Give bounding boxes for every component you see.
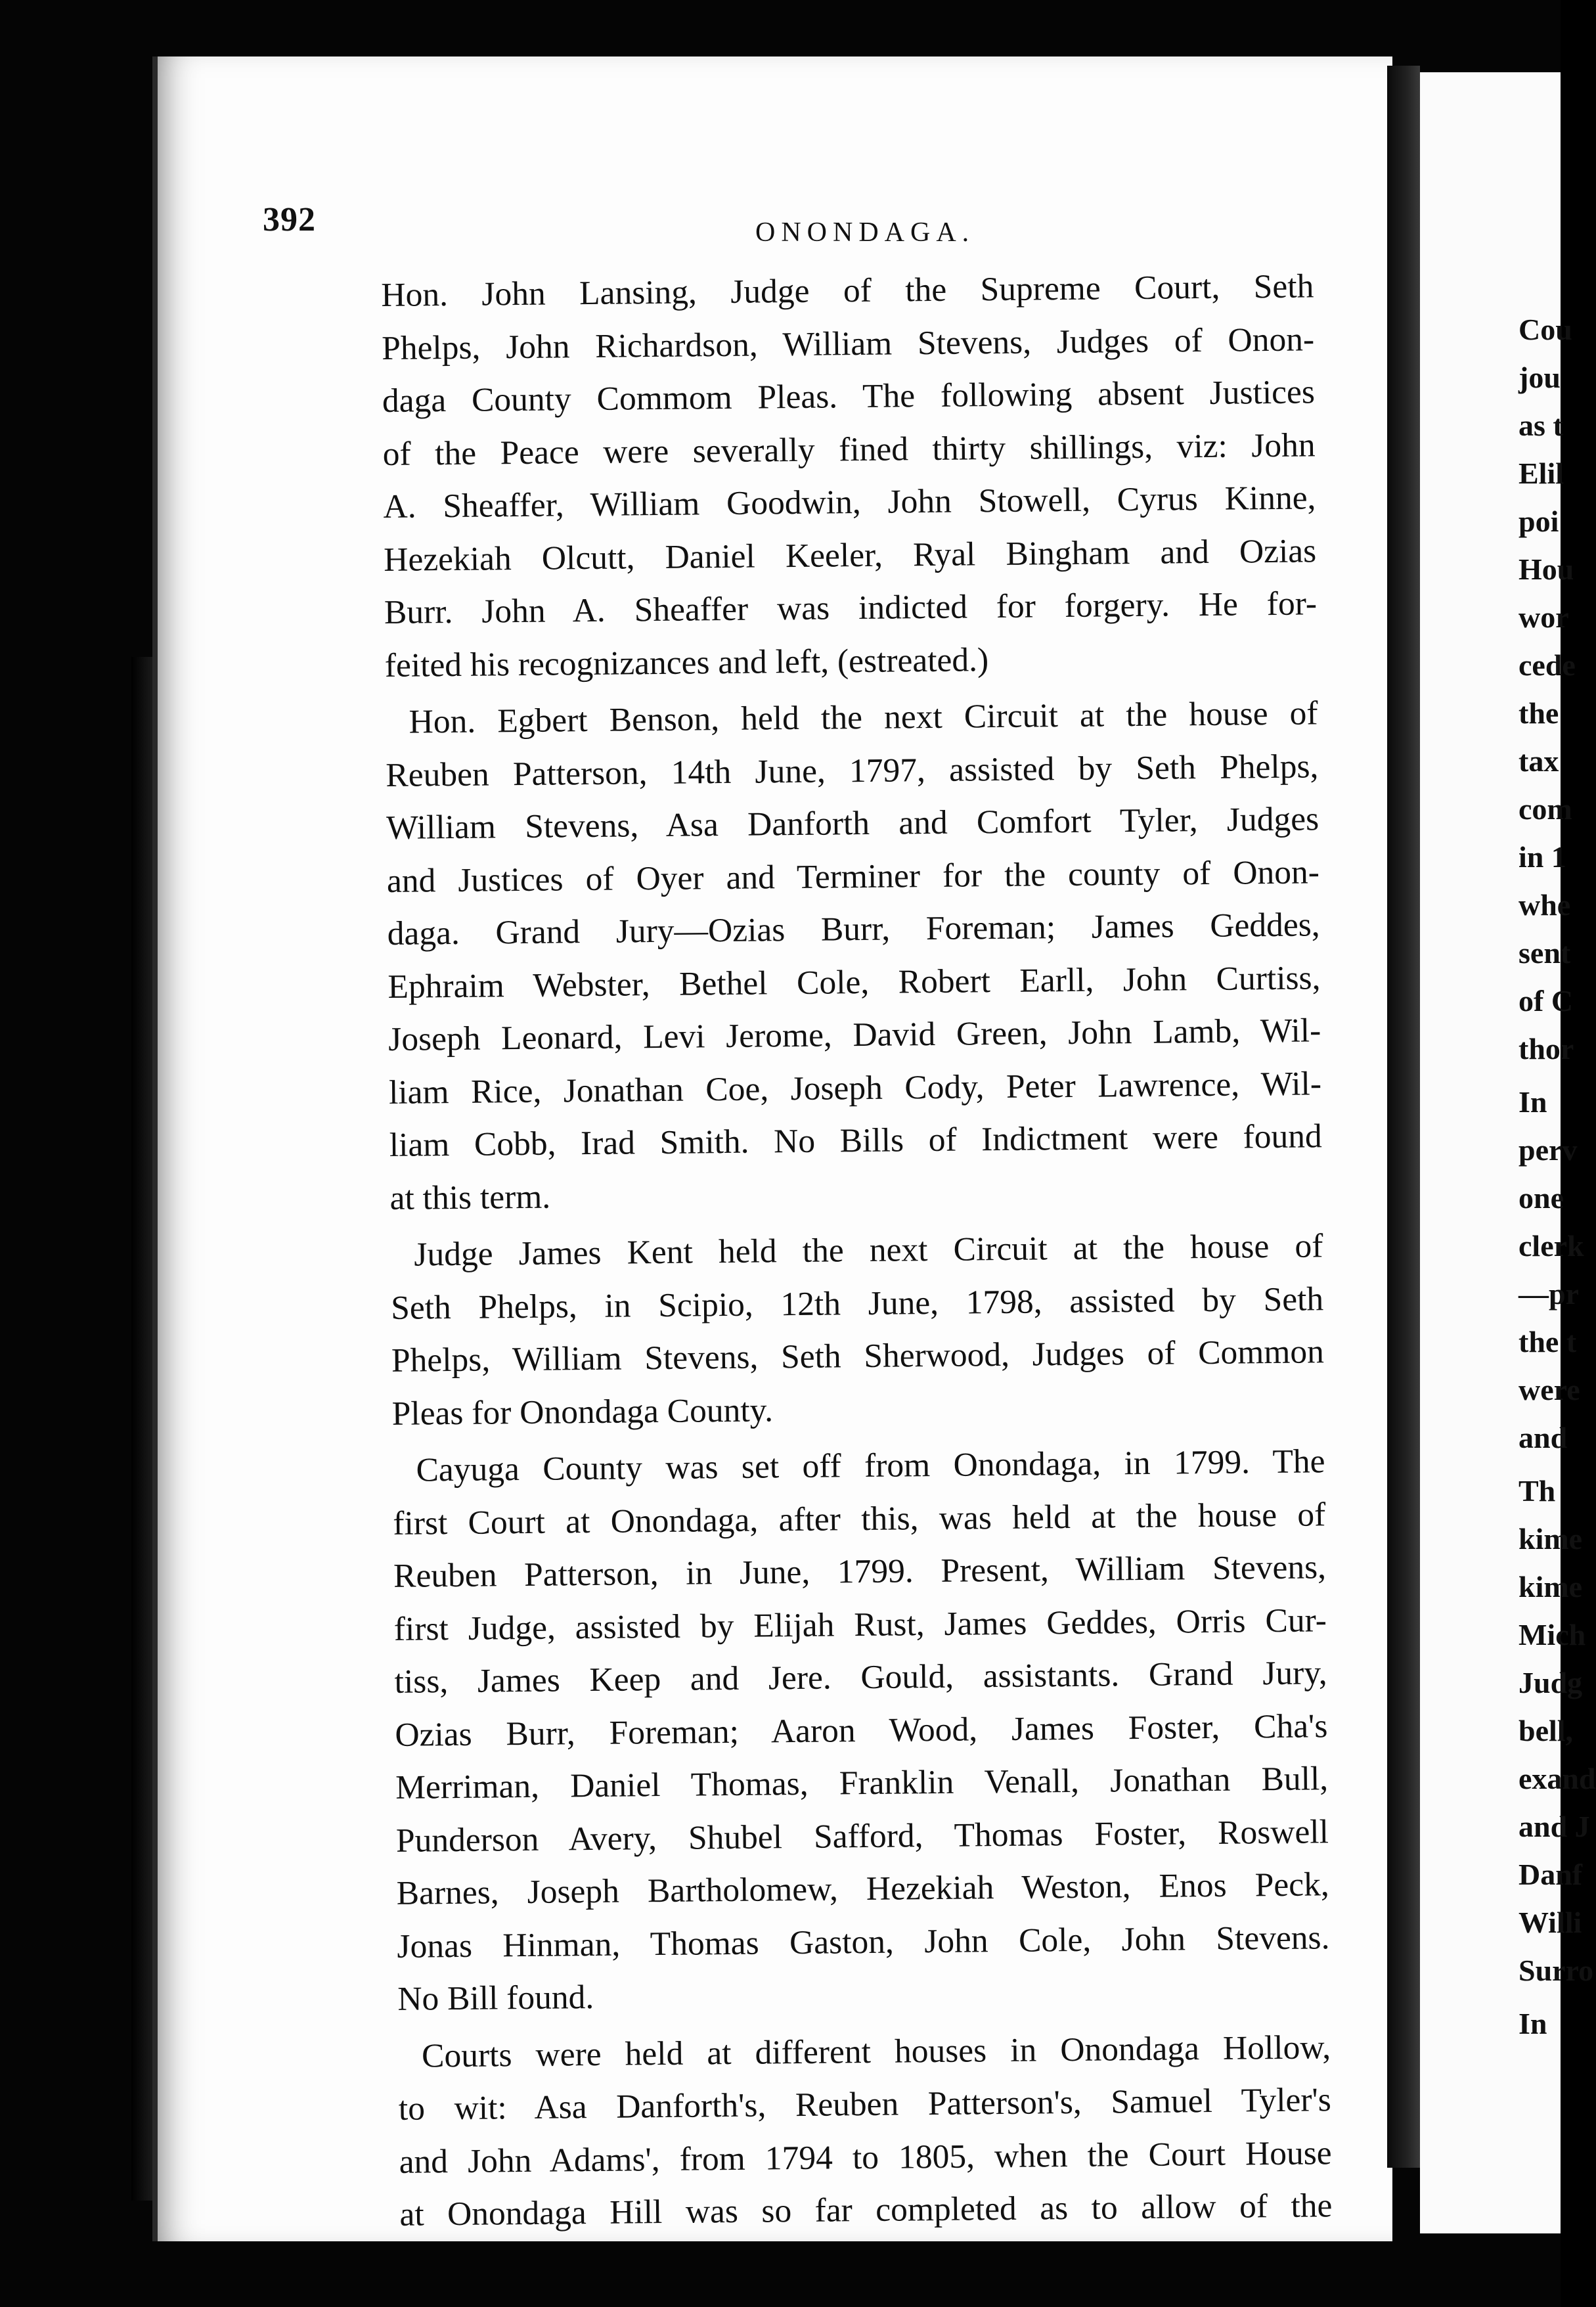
text-line: liam Cobb, Irad Smith. No Bills of Indictment were found bbox=[389, 1117, 1323, 1164]
facing-page-line: cede bbox=[1518, 648, 1576, 682]
facing-page-line: were bbox=[1518, 1373, 1580, 1406]
text-line: Jonas Hinman, Thomas Gaston, John Cole, John Stevens. bbox=[397, 1918, 1330, 1965]
facing-page-line: In bbox=[1518, 2007, 1547, 2040]
text-line: Phelps, William Stevens, Seth Sherwood, Judges of Common bbox=[391, 1333, 1325, 1379]
facing-page-line: in 1 bbox=[1518, 840, 1566, 874]
running-head: ONONDAGA. bbox=[755, 217, 975, 248]
text-line: Reuben Patterson, in June, 1799. Present, William Stevens, bbox=[393, 1548, 1327, 1595]
text-line: Courts were held at different houses in Onondaga Hollow, bbox=[421, 2028, 1331, 2075]
text-line: Hezekiah Olcutt, Daniel Keeler, Ryal Bingham and Ozias bbox=[383, 531, 1317, 579]
facing-page-line: poi bbox=[1518, 504, 1559, 538]
facing-page-line: and J bbox=[1518, 1810, 1590, 1843]
facing-page-line: kime bbox=[1518, 1570, 1583, 1603]
text-line: Burr. John A. Sheaffer was indicted for forgery. He for- bbox=[384, 585, 1318, 631]
text-line: Reuben Patterson, 14th June, 1797, assisted by Seth Phelps, bbox=[386, 747, 1319, 794]
facing-page-line: of C bbox=[1518, 984, 1574, 1018]
text-line: daga County Commom Pleas. The following absent Justices bbox=[382, 373, 1316, 420]
facing-page-line: Surro bbox=[1518, 1954, 1594, 1987]
text-line: and Justices of Oyer and Terminer for the county of Onon- bbox=[386, 853, 1320, 900]
text-line: daga. Grand Jury—Ozias Burr, Foreman; James Geddes, bbox=[387, 906, 1320, 952]
facing-page-line: as t bbox=[1518, 409, 1563, 442]
text-line: at this term. bbox=[389, 1178, 551, 1217]
facing-page-line: Danf bbox=[1518, 1858, 1583, 1891]
text-line: Hon. John Lansing, Judge of the Supreme Court, Seth bbox=[381, 267, 1314, 314]
text-line: No Bill found. bbox=[397, 1979, 594, 2018]
text-line: feited his recognizances and left, (estreated.) bbox=[384, 640, 989, 684]
facing-page-line: and bbox=[1518, 1421, 1568, 1454]
paragraph bbox=[392, 1435, 1330, 2026]
facing-page-line: wor bbox=[1518, 600, 1569, 634]
facing-page-line: Willi bbox=[1518, 1906, 1582, 1939]
facing-page-line: Elil bbox=[1518, 457, 1564, 490]
text-line: tiss, James Keep and Jere. Gould, assistants. Grand Jury, bbox=[394, 1654, 1327, 1701]
text-line: Cayuga County was set off from Onondaga, in 1799. The bbox=[416, 1443, 1325, 1489]
facing-page-line: whe bbox=[1518, 888, 1571, 922]
text-line: Punderson Avery, Shubel Safford, Thomas Foster, Roswell bbox=[395, 1812, 1329, 1860]
text-line: A. Sheaffer, William Goodwin, John Stowell, Cyrus Kinne, bbox=[383, 479, 1316, 526]
facing-page-line: sent bbox=[1518, 936, 1571, 970]
facing-page-line: Th bbox=[1518, 1474, 1556, 1508]
text-line: Joseph Leonard, Levi Jerome, David Green, John Lamb, Wil- bbox=[388, 1012, 1321, 1058]
facing-page-line: exand bbox=[1518, 1762, 1596, 1795]
facing-page-line: Cou bbox=[1518, 313, 1572, 346]
page-body-text bbox=[381, 260, 1333, 2241]
facing-page-line: clerk bbox=[1518, 1229, 1584, 1263]
facing-page-line: com bbox=[1518, 792, 1572, 826]
facing-page-line: thor bbox=[1518, 1032, 1574, 1065]
text-line: Phelps, John Richardson, William Stevens, Judges of Onon- bbox=[381, 320, 1315, 367]
facing-page-line: —pr bbox=[1518, 1277, 1579, 1310]
text-line: Ozias Burr, Foreman; Aaron Wood, James Foster, Cha's bbox=[395, 1707, 1328, 1754]
facing-page-text-fragment bbox=[1518, 305, 1596, 2048]
text-line: Seth Phelps, in Scipio, 12th June, 1798, assisted by Seth bbox=[390, 1280, 1324, 1327]
facing-page-line: the bbox=[1518, 696, 1559, 730]
facing-page-line: the t bbox=[1518, 1325, 1577, 1358]
text-line: Judge James Kent held the next Circuit at the house of bbox=[414, 1227, 1323, 1274]
text-line: William Stevens, Asa Danforth and Comfort Tyler, Judges bbox=[386, 800, 1319, 847]
facing-page-line: Judg bbox=[1518, 1666, 1583, 1699]
facing-page-line: kime bbox=[1518, 1522, 1583, 1556]
text-line: to wit: Asa Danforth's, Reuben Patterson's, Samuel Tyler's bbox=[398, 2081, 1332, 2128]
paragraph bbox=[385, 687, 1323, 1225]
text-line: Pleas for Onondaga County. bbox=[391, 1391, 774, 1433]
text-line: at Onondaga Hill was so far completed as to allow of the bbox=[399, 2187, 1333, 2233]
paragraph bbox=[381, 260, 1318, 692]
facing-page-line: one bbox=[1518, 1181, 1564, 1215]
text-line: of the Peace were severally fined thirty shillings, viz: John bbox=[382, 426, 1316, 473]
text-line: first Court at Onondaga, after this, was held at the house of bbox=[393, 1495, 1326, 1542]
facing-page-line: perv bbox=[1518, 1133, 1578, 1167]
text-line: Hon. Egbert Benson, held the next Circuit at the house of bbox=[409, 694, 1318, 741]
text-line: first Judge, assisted by Elijah Rust, James Geddes, Orris Cur- bbox=[393, 1601, 1327, 1648]
facing-page-line: tax bbox=[1518, 744, 1559, 778]
book-spine-gutter bbox=[1387, 66, 1420, 2168]
facing-page-line: Mich bbox=[1518, 1618, 1586, 1651]
facing-page-line: jou bbox=[1518, 361, 1561, 394]
text-line: Barnes, Joseph Bartholomew, Hezekiah Weston, Enos Peck, bbox=[396, 1866, 1329, 1912]
text-line: liam Rice, Jonathan Coe, Joseph Cody, Peter Lawrence, Wil- bbox=[388, 1064, 1322, 1111]
facing-page-line: Hou bbox=[1518, 552, 1574, 586]
paragraph bbox=[390, 1220, 1325, 1441]
text-line: Merriman, Daniel Thomas, Franklin Venall, Jonathan Bull, bbox=[395, 1760, 1329, 1806]
facing-page-line: bell, bbox=[1518, 1714, 1574, 1747]
facing-page-line: In bbox=[1518, 1085, 1547, 1119]
page-number: 392 bbox=[263, 201, 316, 238]
text-line: Ephraim Webster, Bethel Cole, Robert Earll, John Curtiss, bbox=[388, 958, 1321, 1006]
paragraph bbox=[398, 2021, 1333, 2242]
text-line: and John Adams', from 1794 to 1805, when the Court House bbox=[399, 2134, 1332, 2181]
